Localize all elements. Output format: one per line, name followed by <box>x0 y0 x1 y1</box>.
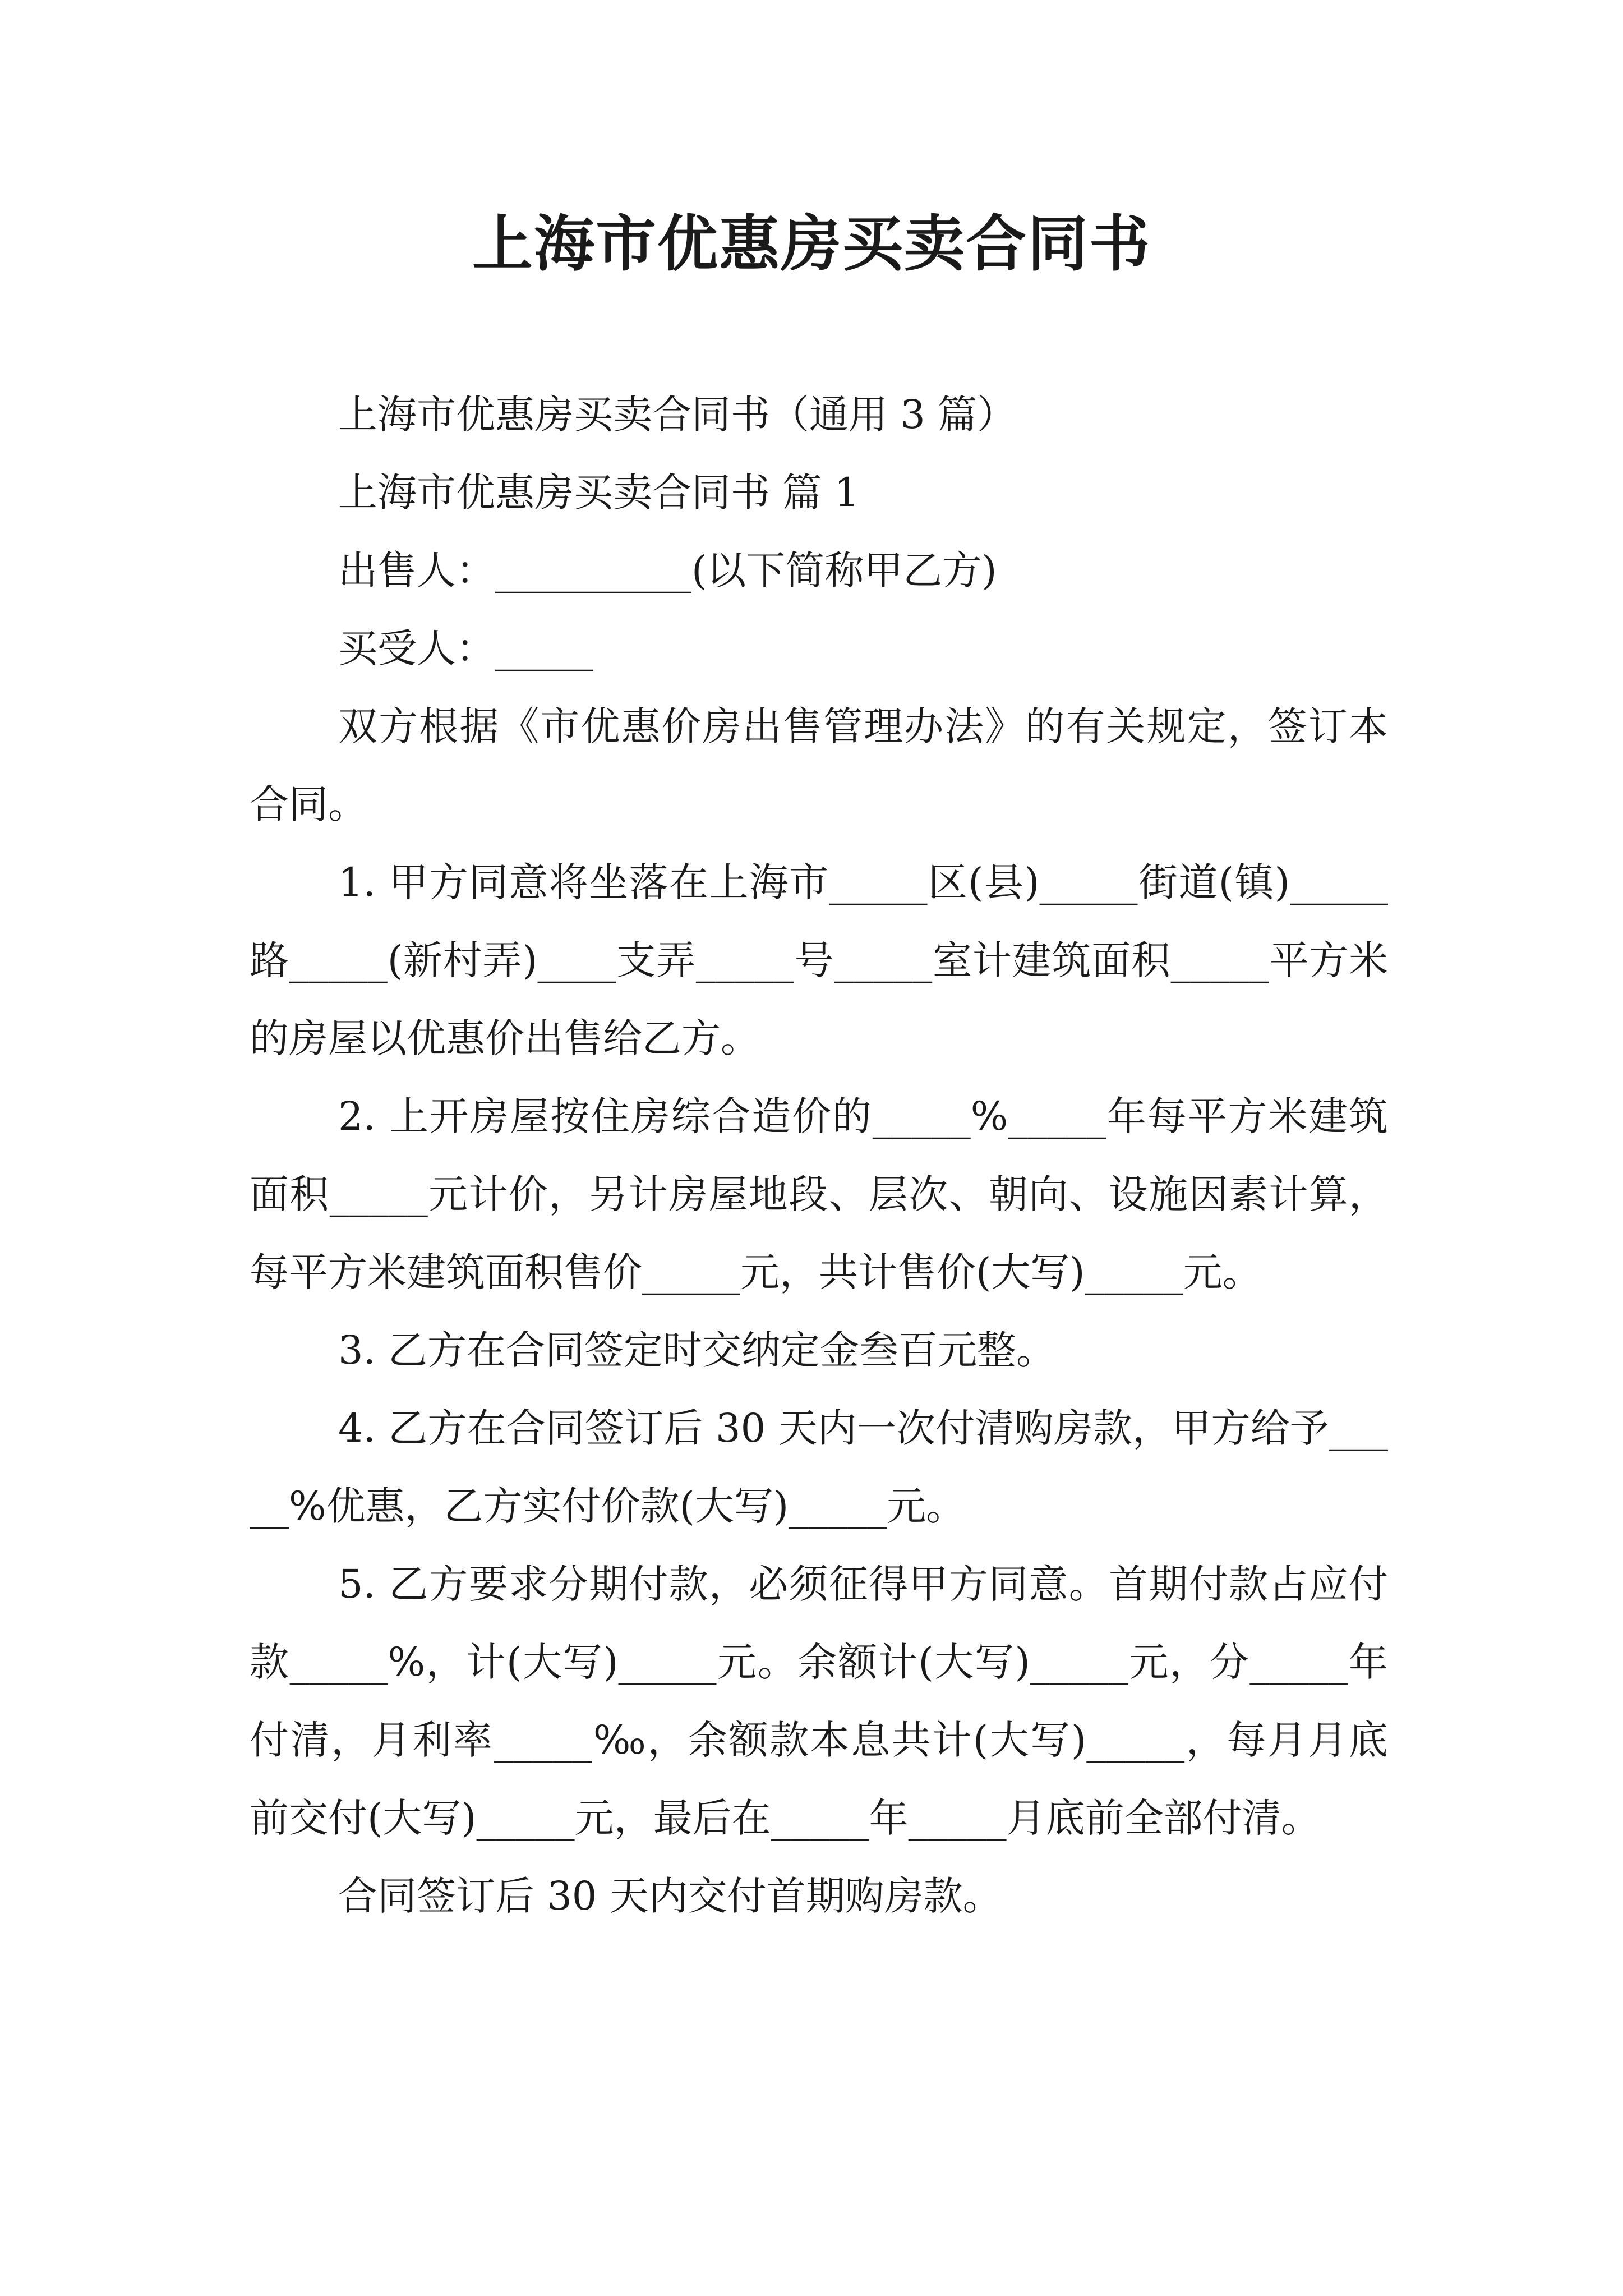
paragraph-section-heading: 上海市优惠房买卖合同书 篇 1 <box>338 470 860 516</box>
paragraph-clause-3: 3. 乙方在合同签定时交纳定金叁百元整。 <box>338 1327 1056 1373</box>
paragraph-clause-5: 5. 乙方要求分期付款，必须征得甲方同意。首期付款占应付款_____%，计(大写)_____元。余额计(大写)_____元，分_____年付清，月利率_____‰，余额款本息共计(大写)_____，每月月底前交付(大写)_____元，最后在_____年_____月底前全部付清。 <box>250 1561 1388 1841</box>
paragraph-clause-2: 2. 上开房屋按住房综合造价的_____%_____年每平方米建筑面积_____元计价，另计房屋地段、层次、朝向、设施因素计算，每平方米建筑面积售价_____元，共计售价(大写)_____元。 <box>250 1093 1388 1295</box>
document-title: 上海市优惠房买卖合同书 <box>472 209 1151 279</box>
paragraph-subtitle: 上海市优惠房买卖合同书（通用 3 篇） <box>338 392 1017 438</box>
paragraph-clause-4: 4. 乙方在合同签订后 30 天内一次付清购房款，甲方给予_____%优惠，乙方实付价款(大写)_____元。 <box>250 1405 1388 1529</box>
paragraph-preamble: 双方根据《市优惠价房出售管理办法》的有关规定，签订本合同。 <box>250 703 1388 827</box>
document-body <box>250 376 1388 1935</box>
paragraph-seller: 出售人：__________(以下简称甲乙方) <box>338 547 997 593</box>
paragraph-clause-1: 1. 甲方同意将坐落在上海市_____区(县)_____街道(镇)_____路_____(新村弄)____支弄_____号_____室计建筑面积_____平方米的房屋以优惠价出售给乙方。 <box>250 859 1388 1061</box>
paragraph-first-payment: 合同签订后 30 天内交付首期购房款。 <box>338 1873 1002 1919</box>
paragraph-buyer: 买受人：_____ <box>338 625 593 671</box>
